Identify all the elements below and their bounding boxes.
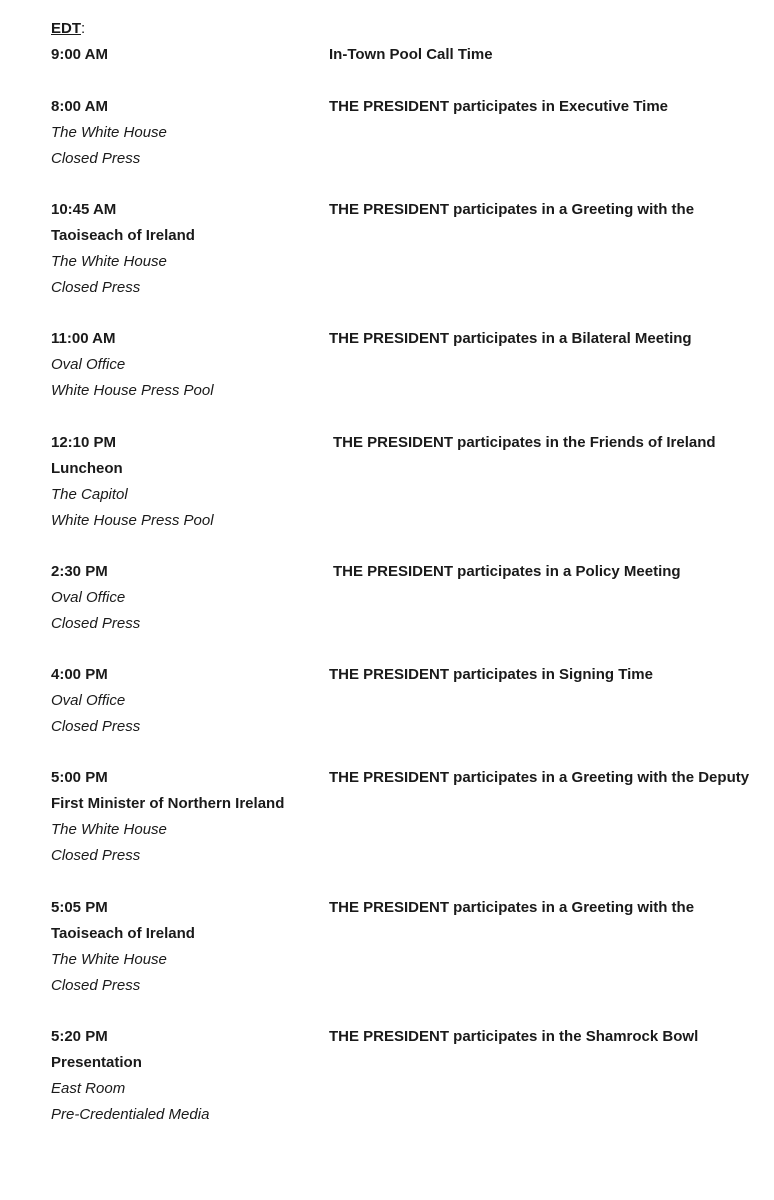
timezone-colon: :	[81, 20, 86, 37]
entry-event-title-continued: Luncheon	[51, 460, 123, 477]
entry-time: 12:10 PM	[51, 434, 117, 451]
entry-press-access: Pre-Credentialed Media	[51, 1106, 210, 1123]
entry-location: East Room	[51, 1080, 126, 1097]
entry-time: 9:00 AM	[51, 46, 108, 63]
entry-event-title-continued: Presentation	[51, 1054, 142, 1071]
entry-location: Oval Office	[51, 692, 126, 709]
entry-event-title: THE PRESIDENT participates in a Policy Meeting	[333, 563, 681, 580]
entry-time: 8:00 AM	[51, 98, 108, 115]
timezone-label: EDT	[51, 20, 81, 37]
timezone-header	[51, 20, 85, 38]
entry-press-access: White House Press Pool	[51, 512, 214, 529]
entry-time: 10:45 AM	[51, 201, 117, 218]
entry-time: 5:20 PM	[51, 1028, 108, 1045]
entry-press-access: Closed Press	[51, 718, 141, 735]
entry-event-title-continued: First Minister of Northern Ireland	[51, 795, 285, 812]
entry-event-title: THE PRESIDENT participates in the Friends of Ireland	[333, 434, 716, 451]
entry-press-access: Closed Press	[51, 150, 141, 167]
entry-location: Oval Office	[51, 356, 126, 373]
entry-event-title: THE PRESIDENT participates in the Shamrock Bowl	[329, 1028, 699, 1045]
entry-event-title: THE PRESIDENT participates in a Bilateral Meeting	[329, 330, 692, 347]
entry-press-access: Closed Press	[51, 847, 141, 864]
entry-time: 2:30 PM	[51, 563, 108, 580]
entry-location: Oval Office	[51, 589, 126, 606]
entry-time: 11:00 AM	[51, 330, 116, 347]
entry-event-title: THE PRESIDENT participates in Signing Time	[329, 666, 653, 683]
entry-event-title: THE PRESIDENT participates in a Greeting with the	[329, 201, 695, 218]
entry-press-access: Closed Press	[51, 977, 141, 994]
entry-press-access: Closed Press	[51, 279, 141, 296]
entry-location: The White House	[51, 821, 167, 838]
entry-event-title: THE PRESIDENT participates in Executive Time	[329, 98, 668, 115]
entry-time: 4:00 PM	[51, 666, 108, 683]
entry-press-access: Closed Press	[51, 615, 141, 632]
entry-event-title-continued: Taoiseach of Ireland	[51, 925, 195, 942]
entry-time: 5:05 PM	[51, 899, 108, 916]
entry-location: The White House	[51, 951, 167, 968]
entry-location: The White House	[51, 124, 167, 141]
entry-time: 5:00 PM	[51, 769, 108, 786]
entry-press-access: White House Press Pool	[51, 382, 214, 399]
entry-event-title: THE PRESIDENT participates in a Greeting with the Deputy	[329, 769, 750, 786]
entry-event-title: In-Town Pool Call Time	[329, 46, 493, 63]
entry-location: The White House	[51, 253, 167, 270]
entry-event-title-continued: Taoiseach of Ireland	[51, 227, 195, 244]
entry-location: The Capitol	[51, 486, 128, 503]
entry-event-title: THE PRESIDENT participates in a Greeting with the	[329, 899, 695, 916]
